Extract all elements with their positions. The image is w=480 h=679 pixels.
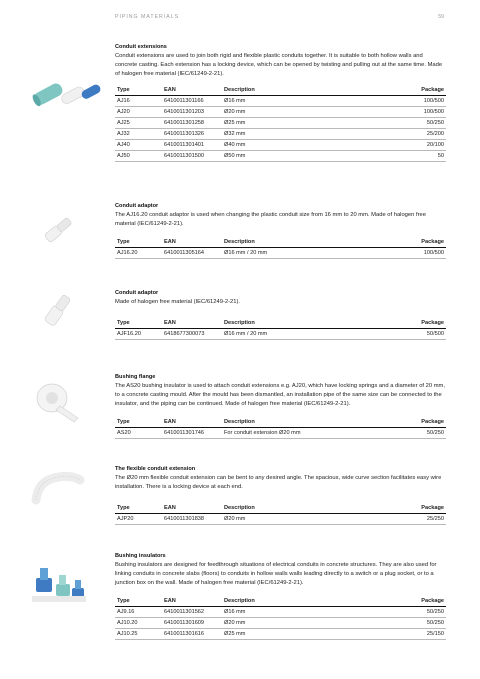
cell-package: 100/500 bbox=[349, 96, 446, 107]
cell-type: AJ50 bbox=[115, 151, 162, 162]
cell-ean: 6410011305164 bbox=[162, 248, 222, 259]
cell-description: Ø20 mm bbox=[222, 618, 349, 629]
cell-type: AJ20 bbox=[115, 107, 162, 118]
col-package: Package bbox=[365, 238, 446, 248]
col-ean: EAN bbox=[162, 504, 222, 514]
section-description: Made of halogen free material (IEC/61249-2-21). bbox=[115, 299, 241, 305]
product-table bbox=[115, 86, 446, 162]
cell-type: AJ16 bbox=[115, 96, 162, 107]
table-row bbox=[115, 107, 446, 118]
cell-type: AJ16.20 bbox=[115, 248, 162, 259]
cell-type: AJ10.20 bbox=[115, 618, 162, 629]
cell-package: 25/150 bbox=[349, 629, 446, 640]
section-title: Conduit extensions bbox=[115, 44, 167, 50]
col-ean: EAN bbox=[162, 86, 222, 96]
section-description: The AJ16.20 conduit adaptor is used when changing the plastic conduit size from 16 mm to 20 mm. Made of halogen free material (IEC/61249-2-21). bbox=[115, 212, 426, 227]
cell-ean: 6410011301401 bbox=[162, 140, 222, 151]
cell-type: AJ25 bbox=[115, 118, 162, 129]
page-header bbox=[115, 14, 444, 24]
table-row bbox=[115, 129, 446, 140]
cell-description: Ø20 mm bbox=[222, 514, 349, 525]
cell-description: Ø40 mm bbox=[222, 140, 349, 151]
section-description: Conduit extensions are used to join both rigid and flexible plastic conduits together. It is suitable to both hollow walls and concrete casting. Each extension has a locking device, which can be opened by twisting and pulling out at the same time. Made of halogen free material (IEC/61249-2-21). bbox=[115, 53, 443, 77]
table-header-row bbox=[115, 319, 446, 329]
section-description: The Ø20 mm flexible conduit extension can be bent to any desired angle. The spacious, wide curve section facilitates easy wire installation. There is a locking device at each end. bbox=[115, 475, 442, 490]
product-table bbox=[115, 319, 446, 340]
col-type: Type bbox=[115, 86, 162, 96]
col-ean: EAN bbox=[162, 418, 222, 428]
product-table bbox=[115, 504, 446, 525]
cell-ean: 6410011301258 bbox=[162, 118, 222, 129]
section-conduit-extensions bbox=[115, 44, 446, 162]
col-type: Type bbox=[115, 418, 162, 428]
page-number: 59 bbox=[438, 14, 444, 20]
section-description: Bushing insulators are designed for feedthrough situations of electrical conduits in concrete structures. They are also used for linking conduits in concrete slabs (floors) to conduits in hollow walls walls leading directly to a switch or a plug socket, or to a junction box on the wall. Made of halogen free material (IEC/61249-2-21). bbox=[115, 562, 437, 586]
table-row bbox=[115, 618, 446, 629]
cell-type: AJ10.25 bbox=[115, 629, 162, 640]
col-package: Package bbox=[349, 597, 446, 607]
section-description: The AS20 bushing insulator is used to attach conduit extensions e.g. AJ20, which have locking springs and a diameter of 20 mm, to a concrete casting mould. After the mould has been dismantled, an installation pipe of the same size can be connected to the insulator, and the piping can be continued. Made of halogen free material (IEC/61249-2-21). bbox=[115, 383, 445, 407]
product-table bbox=[115, 238, 446, 259]
cell-description: Ø25 mm bbox=[222, 629, 349, 640]
col-package: Package bbox=[365, 319, 446, 329]
table-row bbox=[115, 514, 446, 525]
table-row bbox=[115, 607, 446, 618]
cell-description: Ø20 mm bbox=[222, 107, 349, 118]
cell-package: 50/250 bbox=[349, 607, 446, 618]
col-ean: EAN bbox=[162, 238, 222, 248]
cell-description: Ø32 mm bbox=[222, 129, 349, 140]
cell-package: 50/500 bbox=[365, 329, 446, 340]
table-row bbox=[115, 140, 446, 151]
cell-type: AJF16.20 bbox=[115, 329, 162, 340]
conduit-adaptor-image bbox=[38, 207, 78, 253]
table-header-row bbox=[115, 504, 446, 514]
table-row bbox=[115, 118, 446, 129]
table-row bbox=[115, 248, 446, 259]
cell-description: Ø16 mm bbox=[222, 96, 349, 107]
bushing-flange-image bbox=[30, 378, 86, 424]
product-table bbox=[115, 418, 446, 439]
section-title: The flexible conduit extension bbox=[115, 466, 196, 472]
col-ean: EAN bbox=[162, 319, 222, 329]
cell-package: 100/500 bbox=[349, 107, 446, 118]
conduit-adaptor-2-image bbox=[38, 285, 78, 335]
cell-package: 25/250 bbox=[349, 514, 446, 525]
cell-type: AJ9.16 bbox=[115, 607, 162, 618]
col-type: Type bbox=[115, 597, 162, 607]
cell-package: 50/250 bbox=[349, 118, 446, 129]
col-ean: EAN bbox=[162, 597, 222, 607]
product-table bbox=[115, 597, 446, 640]
cell-ean: 6410011301616 bbox=[162, 629, 222, 640]
cell-description: Ø16 mm bbox=[222, 607, 349, 618]
cell-package: 50 bbox=[349, 151, 446, 162]
section-bushing-insulators bbox=[115, 553, 446, 640]
section-title: Bushing insulators bbox=[115, 553, 166, 559]
cell-ean: 6410011301203 bbox=[162, 107, 222, 118]
table-header-row bbox=[115, 238, 446, 248]
col-package: Package bbox=[390, 418, 446, 428]
cell-description: For conduit extension Ø20 mm bbox=[222, 428, 390, 439]
section-title: Bushing flange bbox=[115, 374, 156, 380]
section-title: Conduit adaptor bbox=[115, 290, 159, 296]
cell-ean: 6410011301609 bbox=[162, 618, 222, 629]
table-header-row bbox=[115, 597, 446, 607]
col-description: Description bbox=[222, 597, 349, 607]
cell-package: 100/500 bbox=[365, 248, 446, 259]
col-type: Type bbox=[115, 238, 162, 248]
cell-description: Ø25 mm bbox=[222, 118, 349, 129]
table-row bbox=[115, 151, 446, 162]
cell-ean: 6418677300073 bbox=[162, 329, 222, 340]
col-package: Package bbox=[349, 504, 446, 514]
cell-type: AS20 bbox=[115, 428, 162, 439]
col-type: Type bbox=[115, 504, 162, 514]
flexible-conduit-extension-image bbox=[30, 466, 88, 508]
table-row bbox=[115, 629, 446, 640]
col-type: Type bbox=[115, 319, 162, 329]
cell-description: Ø16 mm / 20 mm bbox=[222, 329, 365, 340]
conduit-extensions-image bbox=[28, 74, 110, 114]
cell-ean: 6410011301562 bbox=[162, 607, 222, 618]
section-bushing-flange bbox=[115, 374, 446, 439]
col-description: Description bbox=[222, 319, 365, 329]
table-header-row bbox=[115, 418, 446, 428]
table-header-row bbox=[115, 86, 446, 96]
col-description: Description bbox=[222, 504, 349, 514]
cell-type: AJP20 bbox=[115, 514, 162, 525]
table-row bbox=[115, 428, 446, 439]
cell-package: 20/100 bbox=[349, 140, 446, 151]
cell-description: Ø16 mm / 20 mm bbox=[222, 248, 365, 259]
cell-package: 50/250 bbox=[349, 618, 446, 629]
section-conduit-adaptor-2 bbox=[115, 290, 446, 340]
cell-description: Ø50 mm bbox=[222, 151, 349, 162]
col-package: Package bbox=[349, 86, 446, 96]
table-row bbox=[115, 329, 446, 340]
cell-type: AJ32 bbox=[115, 129, 162, 140]
col-description: Description bbox=[222, 418, 390, 428]
cell-ean: 6410011301166 bbox=[162, 96, 222, 107]
col-description: Description bbox=[222, 238, 365, 248]
section-flexible-conduit-extension bbox=[115, 466, 446, 525]
cell-package: 25/200 bbox=[349, 129, 446, 140]
section-title: Conduit adaptor bbox=[115, 203, 159, 209]
col-description: Description bbox=[222, 86, 349, 96]
cell-ean: 6410011301746 bbox=[162, 428, 222, 439]
header-title: PIPING MATERIALS bbox=[115, 14, 180, 20]
table-row bbox=[115, 96, 446, 107]
cell-package: 50/250 bbox=[390, 428, 446, 439]
section-conduit-adaptor bbox=[115, 203, 446, 259]
cell-ean: 6410011301326 bbox=[162, 129, 222, 140]
cell-ean: 6410011301500 bbox=[162, 151, 222, 162]
cell-ean: 6410011301838 bbox=[162, 514, 222, 525]
cell-type: AJ40 bbox=[115, 140, 162, 151]
bushing-insulators-image bbox=[26, 558, 90, 614]
